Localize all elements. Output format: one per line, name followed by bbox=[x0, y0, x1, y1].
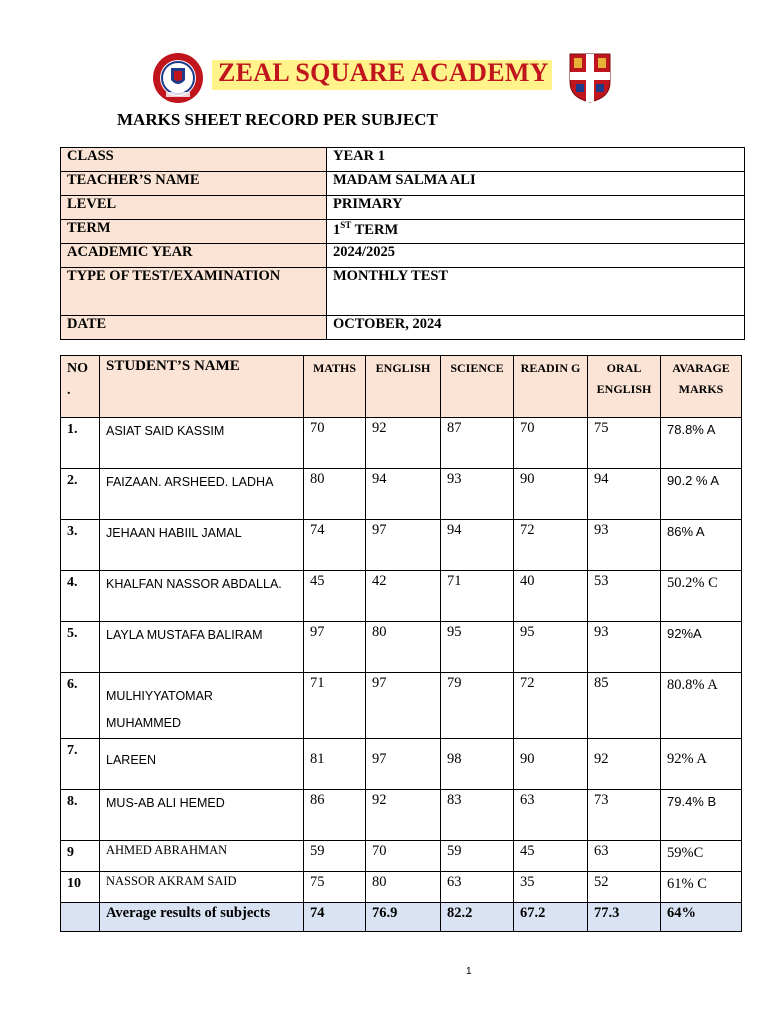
oral-english-mark: 92 bbox=[588, 739, 661, 790]
footer-label: Average results of subjects bbox=[100, 903, 304, 932]
info-row-test-type bbox=[61, 268, 745, 316]
info-value bbox=[327, 220, 745, 244]
oral-english-mark: 52 bbox=[588, 872, 661, 903]
science-mark: 71 bbox=[441, 571, 514, 622]
maths-mark: 81 bbox=[304, 739, 366, 790]
table-row bbox=[61, 790, 742, 841]
info-label: DATE bbox=[61, 316, 327, 340]
term-word: TERM bbox=[351, 221, 399, 238]
student-name: MUS-AB ALI HEMED bbox=[100, 790, 304, 841]
oral-english-mark: 93 bbox=[588, 622, 661, 673]
header-maths: MATHS bbox=[304, 356, 366, 418]
reading-mark: 70 bbox=[514, 418, 588, 469]
row-number: 1. bbox=[61, 418, 100, 469]
school-name: ZEAL SQUARE ACADEMY bbox=[218, 58, 549, 87]
header-no: NO . bbox=[61, 356, 100, 418]
table-row bbox=[61, 872, 742, 903]
page-number: 1 bbox=[466, 966, 472, 977]
average-mark: 61% C bbox=[661, 872, 742, 903]
english-mark: 97 bbox=[366, 520, 441, 571]
reading-mark: 63 bbox=[514, 790, 588, 841]
student-name: ASIAT SAID KASSIM bbox=[100, 418, 304, 469]
info-value: MONTHLY TEST bbox=[327, 268, 745, 316]
english-mark: 97 bbox=[366, 673, 441, 739]
english-mark: 42 bbox=[366, 571, 441, 622]
table-row bbox=[61, 469, 742, 520]
reading-mark: 72 bbox=[514, 520, 588, 571]
table-row bbox=[61, 622, 742, 673]
info-value: MADAM SALMA ALI bbox=[327, 172, 745, 196]
footer-science: 82.2 bbox=[441, 903, 514, 932]
student-name: LAYLA MUSTAFA BALIRAM bbox=[100, 622, 304, 673]
row-number: 5. bbox=[61, 622, 100, 673]
science-mark: 87 bbox=[441, 418, 514, 469]
student-name: NASSOR AKRAM SAID bbox=[100, 872, 304, 903]
average-mark: 78.8% A bbox=[661, 418, 742, 469]
table-row bbox=[61, 841, 742, 872]
reading-mark: 90 bbox=[514, 469, 588, 520]
oral-english-mark: 63 bbox=[588, 841, 661, 872]
english-mark: 94 bbox=[366, 469, 441, 520]
average-mark: 92% A bbox=[661, 739, 742, 790]
student-name: LAREEN bbox=[100, 739, 304, 790]
table-row bbox=[61, 739, 742, 790]
maths-mark: 75 bbox=[304, 872, 366, 903]
student-name-line: MULHIYYATOMAR bbox=[106, 689, 213, 703]
science-mark: 79 bbox=[441, 673, 514, 739]
row-number: 2. bbox=[61, 469, 100, 520]
row-number: 9 bbox=[61, 841, 100, 872]
marks-header-row bbox=[61, 356, 742, 418]
average-mark: 86% A bbox=[661, 520, 742, 571]
header bbox=[152, 50, 622, 106]
info-row-teacher bbox=[61, 172, 745, 196]
reading-mark: 35 bbox=[514, 872, 588, 903]
row-number: 4. bbox=[61, 571, 100, 622]
header-reading: READIN G bbox=[514, 356, 588, 418]
table-row bbox=[61, 571, 742, 622]
row-number: 10 bbox=[61, 872, 100, 903]
average-mark: 92%A bbox=[661, 622, 742, 673]
oral-english-mark: 93 bbox=[588, 520, 661, 571]
reading-mark: 40 bbox=[514, 571, 588, 622]
science-mark: 83 bbox=[441, 790, 514, 841]
student-name: JEHAAN HABIIL JAMAL bbox=[100, 520, 304, 571]
school-logo-icon bbox=[152, 52, 204, 104]
reading-mark: 90 bbox=[514, 739, 588, 790]
footer-blank-cell bbox=[61, 903, 100, 932]
info-table bbox=[60, 147, 745, 340]
info-row-academic-year bbox=[61, 244, 745, 268]
maths-mark: 71 bbox=[304, 673, 366, 739]
info-label: TEACHER’S NAME bbox=[61, 172, 327, 196]
average-mark: 80.8% A bbox=[661, 673, 742, 739]
marks-table bbox=[60, 355, 742, 932]
sheet-title: MARKS SHEET RECORD PER SUBJECT bbox=[117, 110, 438, 129]
oral-english-mark: 53 bbox=[588, 571, 661, 622]
maths-mark: 80 bbox=[304, 469, 366, 520]
info-value: OCTOBER, 2024 bbox=[327, 316, 745, 340]
info-value: 2024/2025 bbox=[327, 244, 745, 268]
average-mark: 79.4% B bbox=[661, 790, 742, 841]
maths-mark: 86 bbox=[304, 790, 366, 841]
maths-mark: 45 bbox=[304, 571, 366, 622]
header-english: ENGLISH bbox=[366, 356, 441, 418]
footer-maths: 74 bbox=[304, 903, 366, 932]
science-mark: 98 bbox=[441, 739, 514, 790]
science-mark: 95 bbox=[441, 622, 514, 673]
english-mark: 80 bbox=[366, 622, 441, 673]
oral-english-mark: 73 bbox=[588, 790, 661, 841]
footer-average: 64% bbox=[661, 903, 742, 932]
header-science: SCIENCE bbox=[441, 356, 514, 418]
info-label: TERM bbox=[61, 220, 327, 244]
maths-mark: 70 bbox=[304, 418, 366, 469]
info-row-date bbox=[61, 316, 745, 340]
student-name: FAIZAAN. ARSHEED. LADHA bbox=[100, 469, 304, 520]
cambridge-crest-icon bbox=[568, 52, 612, 104]
row-number: 3. bbox=[61, 520, 100, 571]
oral-english-mark: 85 bbox=[588, 673, 661, 739]
english-mark: 97 bbox=[366, 739, 441, 790]
info-label: CLASS bbox=[61, 148, 327, 172]
science-mark: 63 bbox=[441, 872, 514, 903]
student-name: KHALFAN NASSOR ABDALLA. bbox=[100, 571, 304, 622]
science-mark: 93 bbox=[441, 469, 514, 520]
reading-mark: 45 bbox=[514, 841, 588, 872]
reading-mark: 72 bbox=[514, 673, 588, 739]
science-mark: 59 bbox=[441, 841, 514, 872]
table-row bbox=[61, 520, 742, 571]
english-mark: 92 bbox=[366, 418, 441, 469]
info-label: TYPE OF TEST/EXAMINATION bbox=[61, 268, 327, 316]
info-row-term bbox=[61, 220, 745, 244]
maths-mark: 97 bbox=[304, 622, 366, 673]
average-results-row bbox=[61, 903, 742, 932]
oral-english-mark: 75 bbox=[588, 418, 661, 469]
oral-english-mark: 94 bbox=[588, 469, 661, 520]
student-name: AHMED ABRAHMAN bbox=[100, 841, 304, 872]
info-value: PRIMARY bbox=[327, 196, 745, 220]
english-mark: 92 bbox=[366, 790, 441, 841]
info-row-level bbox=[61, 196, 745, 220]
footer-oral-english: 77.3 bbox=[588, 903, 661, 932]
info-label: LEVEL bbox=[61, 196, 327, 220]
table-row bbox=[61, 418, 742, 469]
row-number: 6. bbox=[61, 673, 100, 739]
average-mark: 50.2% C bbox=[661, 571, 742, 622]
average-mark: 59%C bbox=[661, 841, 742, 872]
footer-english: 76.9 bbox=[366, 903, 441, 932]
row-number: 8. bbox=[61, 790, 100, 841]
maths-mark: 74 bbox=[304, 520, 366, 571]
student-name bbox=[100, 673, 304, 739]
maths-mark: 59 bbox=[304, 841, 366, 872]
english-mark: 80 bbox=[366, 872, 441, 903]
footer-reading: 67.2 bbox=[514, 903, 588, 932]
header-oral-english: ORAL ENGLISH bbox=[588, 356, 661, 418]
average-mark: 90.2 % A bbox=[661, 469, 742, 520]
table-row bbox=[61, 673, 742, 739]
term-ordinal: ST bbox=[340, 220, 352, 230]
header-average-marks: AVARAGE MARKS bbox=[661, 356, 742, 418]
info-row-class bbox=[61, 148, 745, 172]
science-mark: 94 bbox=[441, 520, 514, 571]
header-student-name: STUDENT’S NAME bbox=[100, 356, 304, 418]
english-mark: 70 bbox=[366, 841, 441, 872]
info-label: ACADEMIC YEAR bbox=[61, 244, 327, 268]
student-name-line: MUHAMMED bbox=[106, 716, 181, 730]
reading-mark: 95 bbox=[514, 622, 588, 673]
row-number: 7. bbox=[61, 739, 100, 790]
info-value: YEAR 1 bbox=[327, 148, 745, 172]
term-number: 1 bbox=[333, 221, 341, 238]
